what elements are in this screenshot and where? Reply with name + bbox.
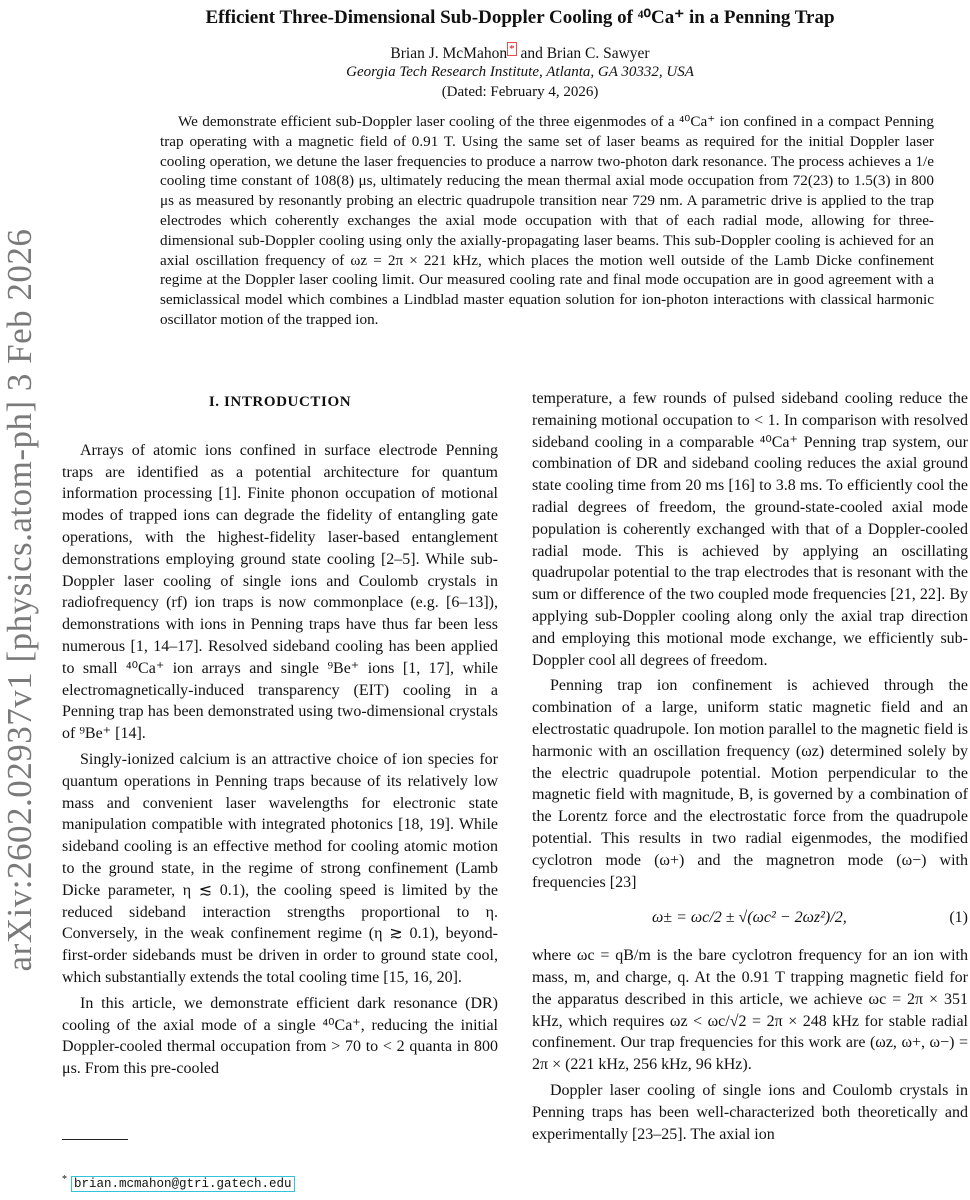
author-list bbox=[70, 44, 970, 63]
footnote-mark: * bbox=[62, 1174, 67, 1185]
equation-number: (1) bbox=[949, 909, 968, 927]
arxiv-identifier-stamp[interactable]: arXiv:2602.02937v1 [physics.atom-ph] 3 Feb 2026 bbox=[0, 228, 39, 972]
footnote-link[interactable]: * bbox=[509, 43, 515, 55]
right-column bbox=[532, 388, 968, 1149]
footnote bbox=[62, 1174, 295, 1191]
right-paragraph-4: Doppler laser cooling of single ions and Coulomb crystals in Penning traps has been well-characterized both theoretically and experimentally [23–25]. The axial ion bbox=[532, 1081, 968, 1143]
date-line: (Dated: February 4, 2026) bbox=[441, 84, 599, 100]
author-second: and Brian C. Sawyer bbox=[516, 45, 650, 63]
intro-paragraph-1: Arrays of atomic ions confined in surface electrode Penning traps are identified as a potential architecture for quantum information processing [1]. Finite phonon occupation of motional modes of trapped ions can degrade the fidelity of entangling gate operations, with the highest-fidelity laser-based entanglement demonstrations employing ground state cooling [2–5]. While sub-Doppler laser cooling of single ions and Coulomb crystals in radiofrequency (rf) ion traps is now commonplace (e.g. [6–13]), demonstrations with ions in Penning traps have thus far been less numerous [1, 14–17]. Resolved sideband cooling has been applied to small ⁴⁰Ca⁺ ion arrays and single ⁹Be⁺ ions [1, 17], while electromagnetically-induced transparency (EIT) cooling in a Penning trap has been demonstrated using two-dimensional crystals of ⁹Be⁺ [14]. bbox=[62, 441, 498, 743]
email-link[interactable]: brian.mcmahon@gtri.gatech.edu bbox=[71, 1176, 295, 1192]
equation-body: ω± = ωc/2 ± √(ωc² − 2ωz²)/2, bbox=[652, 909, 847, 927]
affiliation: Georgia Tech Research Institute, Atlanta, GA 30332, USA bbox=[346, 64, 694, 80]
abstract: We demonstrate efficient sub-Doppler laser cooling of the three eigenmodes of a ⁴⁰Ca⁺ ion confined in a compact Penning trap operating with a magnetic field of 0.91 T. Using the same set of laser beams as required for the initial Doppler laser cooling operation, we detune the laser frequencies to produce a narrow two-photon dark resonance. The process achieves a 1/e cooling time constant of 108(8) μs, ultimately reducing the mean thermal axial mode occupation from 72(23) to 1.5(3) in 800 μs as measured by resonantly probing an electric quadrupole transition near 729 nm. A parametric drive is applied to the trap electrodes which coherently exchanges the axial mode occupation with that of each radial mode, allowing for three-dimensional sub-Doppler cooling using only the axially-propagating laser beams. This sub-Doppler cooling is achieved for an axial oscillation frequency of ωz = 2π × 221 kHz, which places the motion well outside of the Lamb Dicke confinement regime at the Doppler laser cooling limit. Our measured cooling rate and final mode occupation are in good agreement with a semiclassical model which combines a Lindblad master equation solution for ion-photon interactions with classical harmonic oscillator motion of the trapped ion. bbox=[160, 113, 934, 328]
section-heading: I. INTRODUCTION bbox=[208, 394, 352, 410]
right-paragraph-3: where ωc = qB/m is the bare cyclotron frequency for an ion with mass, m, and charge, q. At the 0.91 T trapping magnetic field for the apparatus described in this article, we achieve ωc = 2π × 351 kHz, which requires ωz < ωc/√2 = 2π × 248 kHz for stable radial confinement. Our trap frequencies for this work are (ωz, ω+, ω−) = 2π × (221 kHz, 256 kHz, 96 kHz). bbox=[532, 947, 968, 1074]
intro-paragraph-3: In this article, we demonstrate efficient dark resonance (DR) cooling of the axial mode of a single ⁴⁰Ca⁺, reducing the initial Doppler-cooled thermal occupation from > 70 to < 2 quanta in 800 μs. From this pre-cooled bbox=[62, 994, 498, 1078]
right-paragraph-1: temperature, a few rounds of pulsed sideband cooling reduce the remaining motional occupation to < 1. In comparison with resolved sideband cooling in a comparable ⁴⁰Ca⁺ Penning trap system, our combination of DR and sideband cooling reduces the axial ground state cooling time from 20 ms [16] to 3.8 ms. To efficiently cool the radial degrees of freedom, the ground-state-cooled axial mode population is coherently exchanged with that of a Doppler-cooled radial mode. This is achieved by applying an oscillating quadrupolar potential to the trap electrodes that is resonant with the sum or difference of the two coupled mode frequencies [21, 22]. By applying sub-Doppler cooling along only the axial trap direction and employing this motional mode exchange, we efficiently sub-Doppler cool all degrees of freedom. bbox=[532, 390, 968, 669]
left-column bbox=[62, 392, 498, 1084]
paper-title: Efficient Three-Dimensional Sub-Doppler Cooling of ⁴⁰Ca⁺ in a Penning Trap bbox=[205, 7, 835, 28]
footnote-rule bbox=[62, 1139, 128, 1140]
right-paragraph-2: Penning trap ion confinement is achieved through the combination of a large, uniform static magnetic field and an electrostatic quadrupole. Ion motion parallel to the magnetic field is harmonic with an oscillation frequency (ωz) determined solely by the electric quadrupole potential. Motion perpendicular to the magnetic field with magnitude, B, is governed by a combination of the Lorentz force and the electrostatic force from the quadrupole potential. This results in two radial eigenmodes, the modified cyclotron mode (ω+) and the magnetron mode (ω−) with frequencies [23] bbox=[532, 677, 968, 891]
intro-paragraph-2: Singly-ionized calcium is an attractive choice of ion species for quantum operations in Penning traps because of its relatively low mass and convenient laser wavelengths for electronic state manipulation compatible with integrated photonics [18, 19]. While sideband cooling is an effective method for cooling atomic motion to the ground state, in the regime of strong confinement (Lamb Dicke parameter, η ≲ 0.1), the cooling speed is limited by the reduced sideband interaction strengths proportional to η. Conversely, in the weak confinement regime (η ≳ 0.1), beyond-first-order sidebands must be driven in order to ground state cool, which substantially extends the total cooling time [15, 16, 20]. bbox=[62, 750, 498, 986]
equation-1 bbox=[532, 907, 968, 929]
author-first: Brian J. McMahon bbox=[390, 45, 508, 63]
